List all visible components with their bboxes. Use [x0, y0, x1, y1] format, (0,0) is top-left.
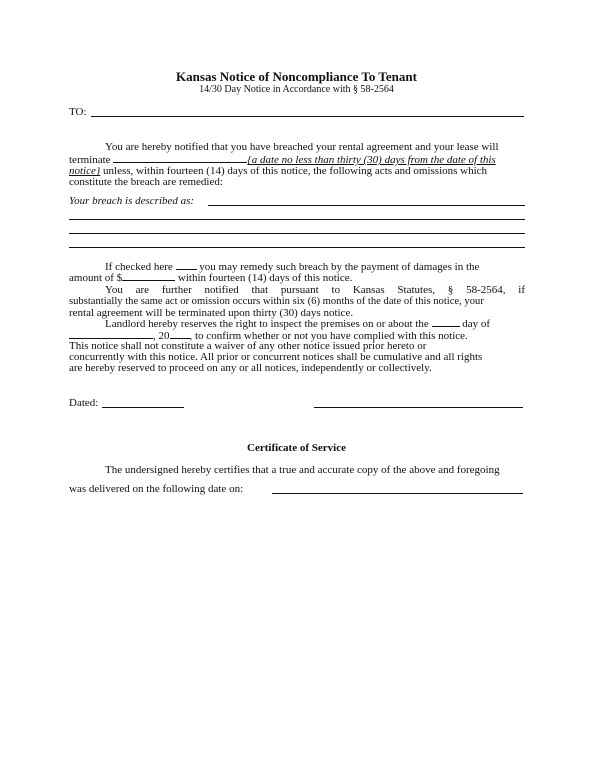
terminate-label: terminate [69, 154, 111, 166]
to-label: TO: [69, 106, 87, 118]
statute-line-3: rental agreement will be terminated upon thirty (30) days notice. [69, 307, 354, 319]
amount-blank[interactable] [122, 271, 175, 281]
dated-field-line[interactable] [102, 407, 184, 408]
inspection-year-blank[interactable] [170, 329, 190, 339]
notice-line-1: You are hereby notified that you have breached your rental agreement and your lease will [105, 141, 499, 153]
date-instruction-end: notice} [69, 165, 101, 177]
statute-line-2: substantially the same act or omission occurs within six (6) months of the date of this notice, your [69, 296, 484, 307]
dated-label: Dated: [69, 397, 99, 409]
inspection-line-5: are hereby reserved to proceed on any or all notices, independently or collectively. [69, 362, 432, 374]
damages-checkbox-label: If checked here [105, 261, 173, 273]
inspection-month-blank[interactable] [69, 329, 153, 339]
document-subtitle: 14/30 Day Notice in Accordance with § 58-2564 [199, 84, 394, 95]
certificate-line-2: was delivered on the following date on: [69, 483, 244, 495]
breach-line-1[interactable] [208, 205, 525, 206]
to-field-line[interactable] [91, 116, 524, 117]
notice-line-3-rest: unless, within fourteen (14) days of this notice, the following acts and omissions which [100, 165, 488, 177]
inspection-year-prefix: , 20 [153, 330, 170, 342]
damages-checkbox-blank[interactable] [176, 260, 197, 270]
inspection-line-3: This notice shall not constitute a waiver of any other notice issued prior hereto or [69, 340, 427, 352]
signature-line[interactable] [314, 407, 523, 408]
damages-line-2-rest: within fourteen (14) days of this notice. [175, 272, 353, 284]
delivery-date-line[interactable] [272, 493, 523, 494]
breach-line-2[interactable] [69, 219, 525, 220]
inspection-line-1-text: Landlord hereby reserves the right to inspect the premises on or about the [105, 318, 429, 330]
inspection-line-2-rest: , to confirm whether or not you have complied with this notice. [189, 330, 468, 342]
notice-line-4: constitute the breach are remedied: [69, 176, 223, 188]
damages-line-2 [69, 271, 352, 284]
inspection-day-blank[interactable] [432, 317, 460, 327]
document-title: Kansas Notice of Noncompliance To Tenant [176, 69, 417, 84]
statute-line-1: You are further notified that pursuant to Kansas Statutes, § 58-2564, if [105, 284, 525, 296]
date-instruction: {a date no less than thirty (30) days from the date of this [247, 154, 496, 166]
inspection-day-of: day of [462, 318, 491, 330]
certificate-line-1: The undersigned hereby certifies that a true and accurate copy of the above and foregoing [105, 464, 500, 476]
amount-label: amount of $ [69, 272, 123, 284]
inspection-line-4: concurrently with this notice. All prior or concurrent notices shall be cumulative and all rights [69, 351, 483, 363]
breach-line-3[interactable] [69, 233, 525, 234]
breach-line-4[interactable] [69, 247, 525, 248]
termination-date-blank[interactable] [113, 153, 247, 163]
breach-label: Your breach is described as: [69, 195, 195, 207]
damages-line-1-rest: you may remedy such breach by the payment of damages in the [199, 261, 480, 273]
certificate-title: Certificate of Service [247, 442, 346, 454]
